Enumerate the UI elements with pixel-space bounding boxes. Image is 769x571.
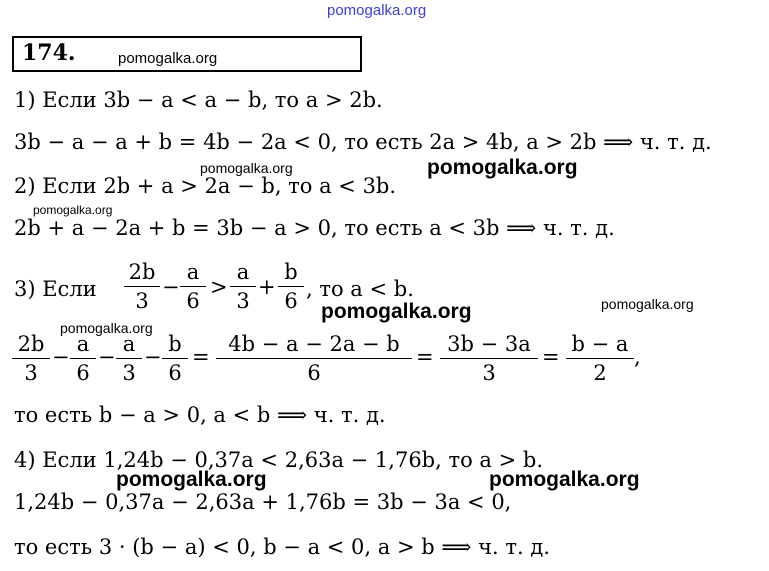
fraction [440, 330, 538, 387]
operator: − [144, 345, 162, 369]
line-10: то есть 3 · (b − a) < 0, b − a < 0, a > b ⟹ ч. т. д. [14, 535, 550, 559]
denominator: 6 [168, 361, 182, 385]
watermark-top[interactable]: pomogalka.org [327, 2, 427, 19]
problem-number-box [12, 36, 362, 72]
fraction [116, 330, 142, 387]
watermark-box: pomogalka.org [118, 50, 218, 67]
denominator: 6 [307, 361, 321, 385]
operator: = [192, 345, 210, 369]
watermark-2: pomogalka.org [427, 156, 578, 179]
numerator: a [70, 330, 96, 359]
fraction [180, 258, 206, 315]
denominator: 3 [482, 361, 496, 385]
line-9: 1,24b − 0,37a − 2,63a + 1,76b = 3b − 3a < 0, [14, 490, 512, 514]
operator: + [258, 275, 276, 299]
numerator: a [230, 258, 256, 287]
fraction [124, 258, 160, 315]
denominator: 6 [76, 361, 90, 385]
denominator: 6 [284, 289, 298, 313]
operator: = [416, 345, 434, 369]
watermark-7: pomogalka.org [116, 468, 267, 491]
problem-number: 174. [22, 40, 76, 66]
operator: = [542, 345, 560, 369]
numerator: b [278, 258, 304, 287]
watermark-3: pomogalka.org [33, 203, 113, 217]
numerator: a [180, 258, 206, 287]
line-7: то есть b − a > 0, a < b ⟹ ч. т. д. [14, 403, 386, 427]
watermark-1: pomogalka.org [200, 160, 293, 176]
operator: , [634, 345, 641, 369]
numerator: 2b [12, 330, 50, 359]
watermark-6: pomogalka.org [60, 320, 153, 336]
denominator: 3 [236, 289, 250, 313]
line-1: 1) Если 3b − a < a − b, то a > 2b. [14, 88, 383, 112]
numerator: b − a [566, 330, 634, 359]
fraction [278, 258, 304, 315]
denominator: 3 [135, 289, 149, 313]
operator: − [162, 275, 180, 299]
numerator: 2b [124, 258, 160, 287]
denominator: 3 [122, 361, 136, 385]
line-3: 2) Если 2b + a > 2a − b, то a < 3b. [14, 174, 397, 198]
fraction [566, 330, 634, 387]
operator: − [52, 345, 70, 369]
denominator: 2 [593, 361, 607, 385]
denominator: 6 [186, 289, 200, 313]
numerator: 3b − 3a [440, 330, 538, 359]
operator: − [98, 345, 116, 369]
fraction [216, 330, 412, 387]
line-4: 2b + a − 2a + b = 3b − a > 0, то есть a < 3b ⟹ ч. т. д. [14, 216, 615, 240]
numerator: b [162, 330, 188, 359]
line-5-suffix: , то a < b. [306, 277, 414, 301]
line-5-prefix: 3) Если [14, 277, 97, 301]
operator: > [210, 275, 228, 299]
numerator: 4b − a − 2a − b [216, 330, 412, 359]
line-8: 4) Если 1,24b − 0,37a < 2,63a − 1,76b, то a > b. [14, 448, 543, 472]
watermark-8: pomogalka.org [489, 468, 640, 491]
fraction [230, 258, 256, 315]
denominator: 3 [24, 361, 38, 385]
numerator: a [116, 330, 142, 359]
fraction [12, 330, 50, 387]
fraction [70, 330, 96, 387]
fraction [162, 330, 188, 387]
line-2: 3b − a − a + b = 4b − 2a < 0, то есть 2a > 4b, a > 2b ⟹ ч. т. д. [14, 130, 712, 154]
watermark-5: pomogalka.org [321, 300, 472, 323]
watermark-4: pomogalka.org [601, 296, 694, 312]
